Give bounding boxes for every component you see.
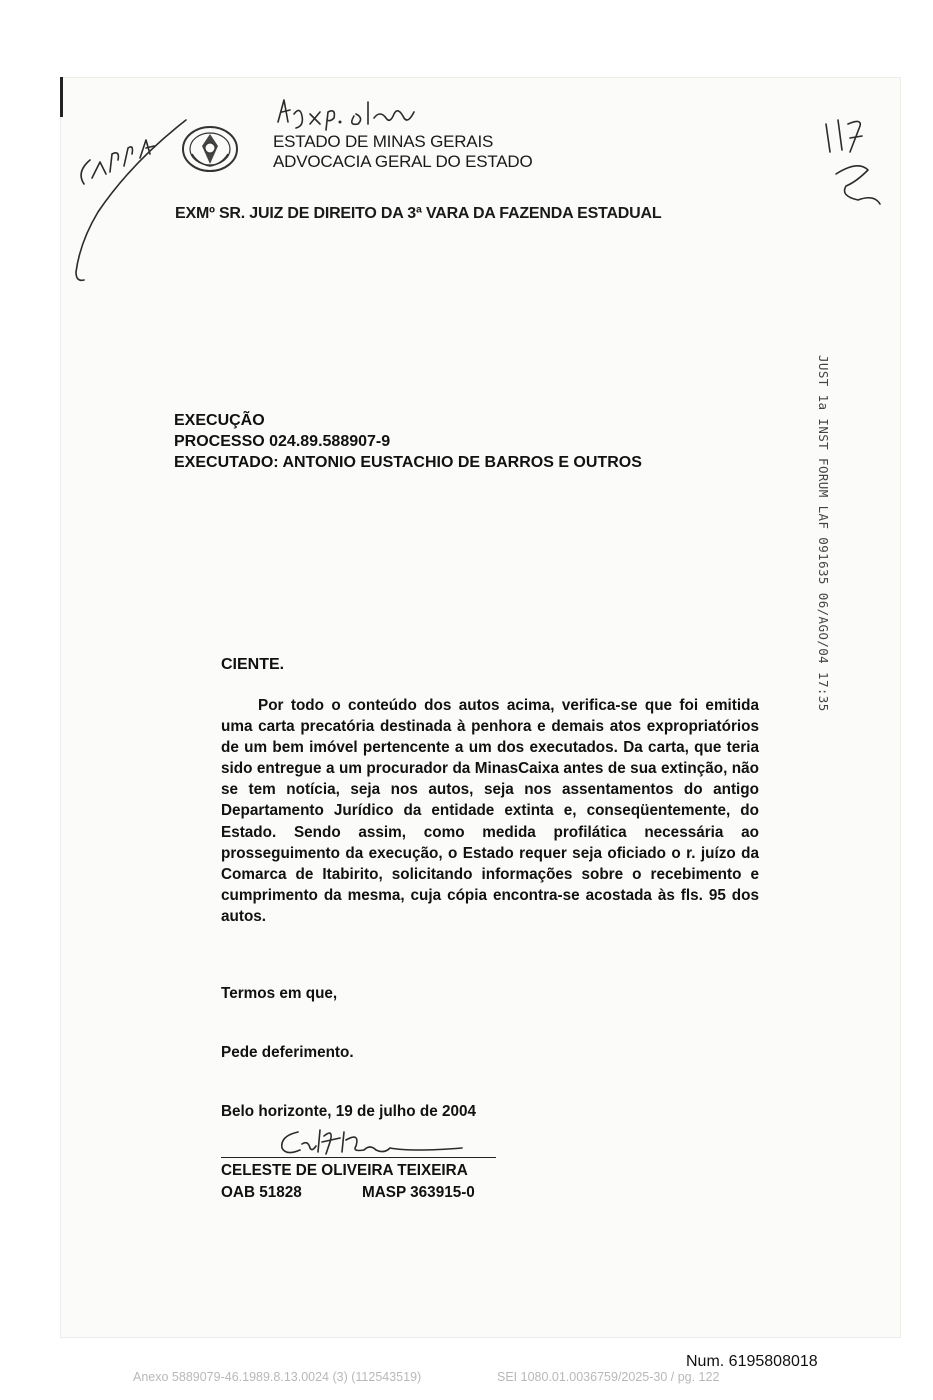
case-defendant: EXECUTADO: ANTONIO EUSTACHIO DE BARROS E OUTROS: [174, 454, 642, 471]
body-paragraph: Por todo o conteúdo dos autos acima, verifica-se que foi emitida uma carta precatória destinada à penhora e demais atos expropriatórios de um bem imóvel pertencente a um dos executados. Da carta, que teria sido entregue a um procurador da MinasCaixa antes de sua extinção, não se tem notícia, seja nos autos, seja nos assentamentos do antigo Departamento Jurídico da entidade extinta e, conseqüentemente, do Estado. Sendo assim, como medida profilática necessária ao prosseguimento da execução, o Estado requer seja oficiado o r. juízo da Comarca de Itabirito, solicitando informações sobre o recebimento e cumprimento da mesma, cuja cópia encontra-se acostada às fls. 95 dos autos.: [221, 697, 759, 925]
letterhead-state: ESTADO DE MINAS GERAIS: [273, 132, 494, 151]
case-number: PROCESSO 024.89.588907-9: [174, 433, 391, 450]
handwritten-margin-note: [62, 102, 222, 292]
handwritten-top-note: [270, 92, 430, 132]
signer-name: CELESTE DE OLIVEIRA TEIXEIRA: [221, 1162, 468, 1179]
closing-request: Pede deferimento.: [221, 1044, 354, 1061]
case-type: EXECUÇÃO: [174, 412, 265, 429]
sei-reference: SEI 1080.01.0036759/2025-30 / pg. 122: [497, 1370, 720, 1384]
handwritten-signature: [272, 1122, 472, 1162]
signer-oab: OAB 51828: [221, 1184, 302, 1201]
signer-masp: MASP 363915-0: [362, 1184, 475, 1201]
place-date: Belo horizonte, 19 de julho de 2004: [221, 1103, 477, 1120]
closing-terms: Termos em que,: [221, 985, 338, 1002]
signature-line: [221, 1157, 496, 1158]
handwritten-page-number: [818, 112, 898, 212]
document-number: Num. 6195808018: [686, 1353, 818, 1370]
body-heading: CIENTE.: [221, 656, 285, 673]
address-line: EXMº SR. JUIZ DE DIREITO DA 3ª VARA DA FAZENDA ESTADUAL: [175, 205, 662, 222]
annex-reference: Anexo 5889079-46.1989.8.13.0024 (3) (112543519): [133, 1370, 422, 1384]
letterhead-agency: ADVOCACIA GERAL DO ESTADO: [273, 152, 533, 171]
receipt-stamp: JUST 1a INST FORUM LAF 091635 06/AGO/04 17:35: [816, 355, 831, 712]
